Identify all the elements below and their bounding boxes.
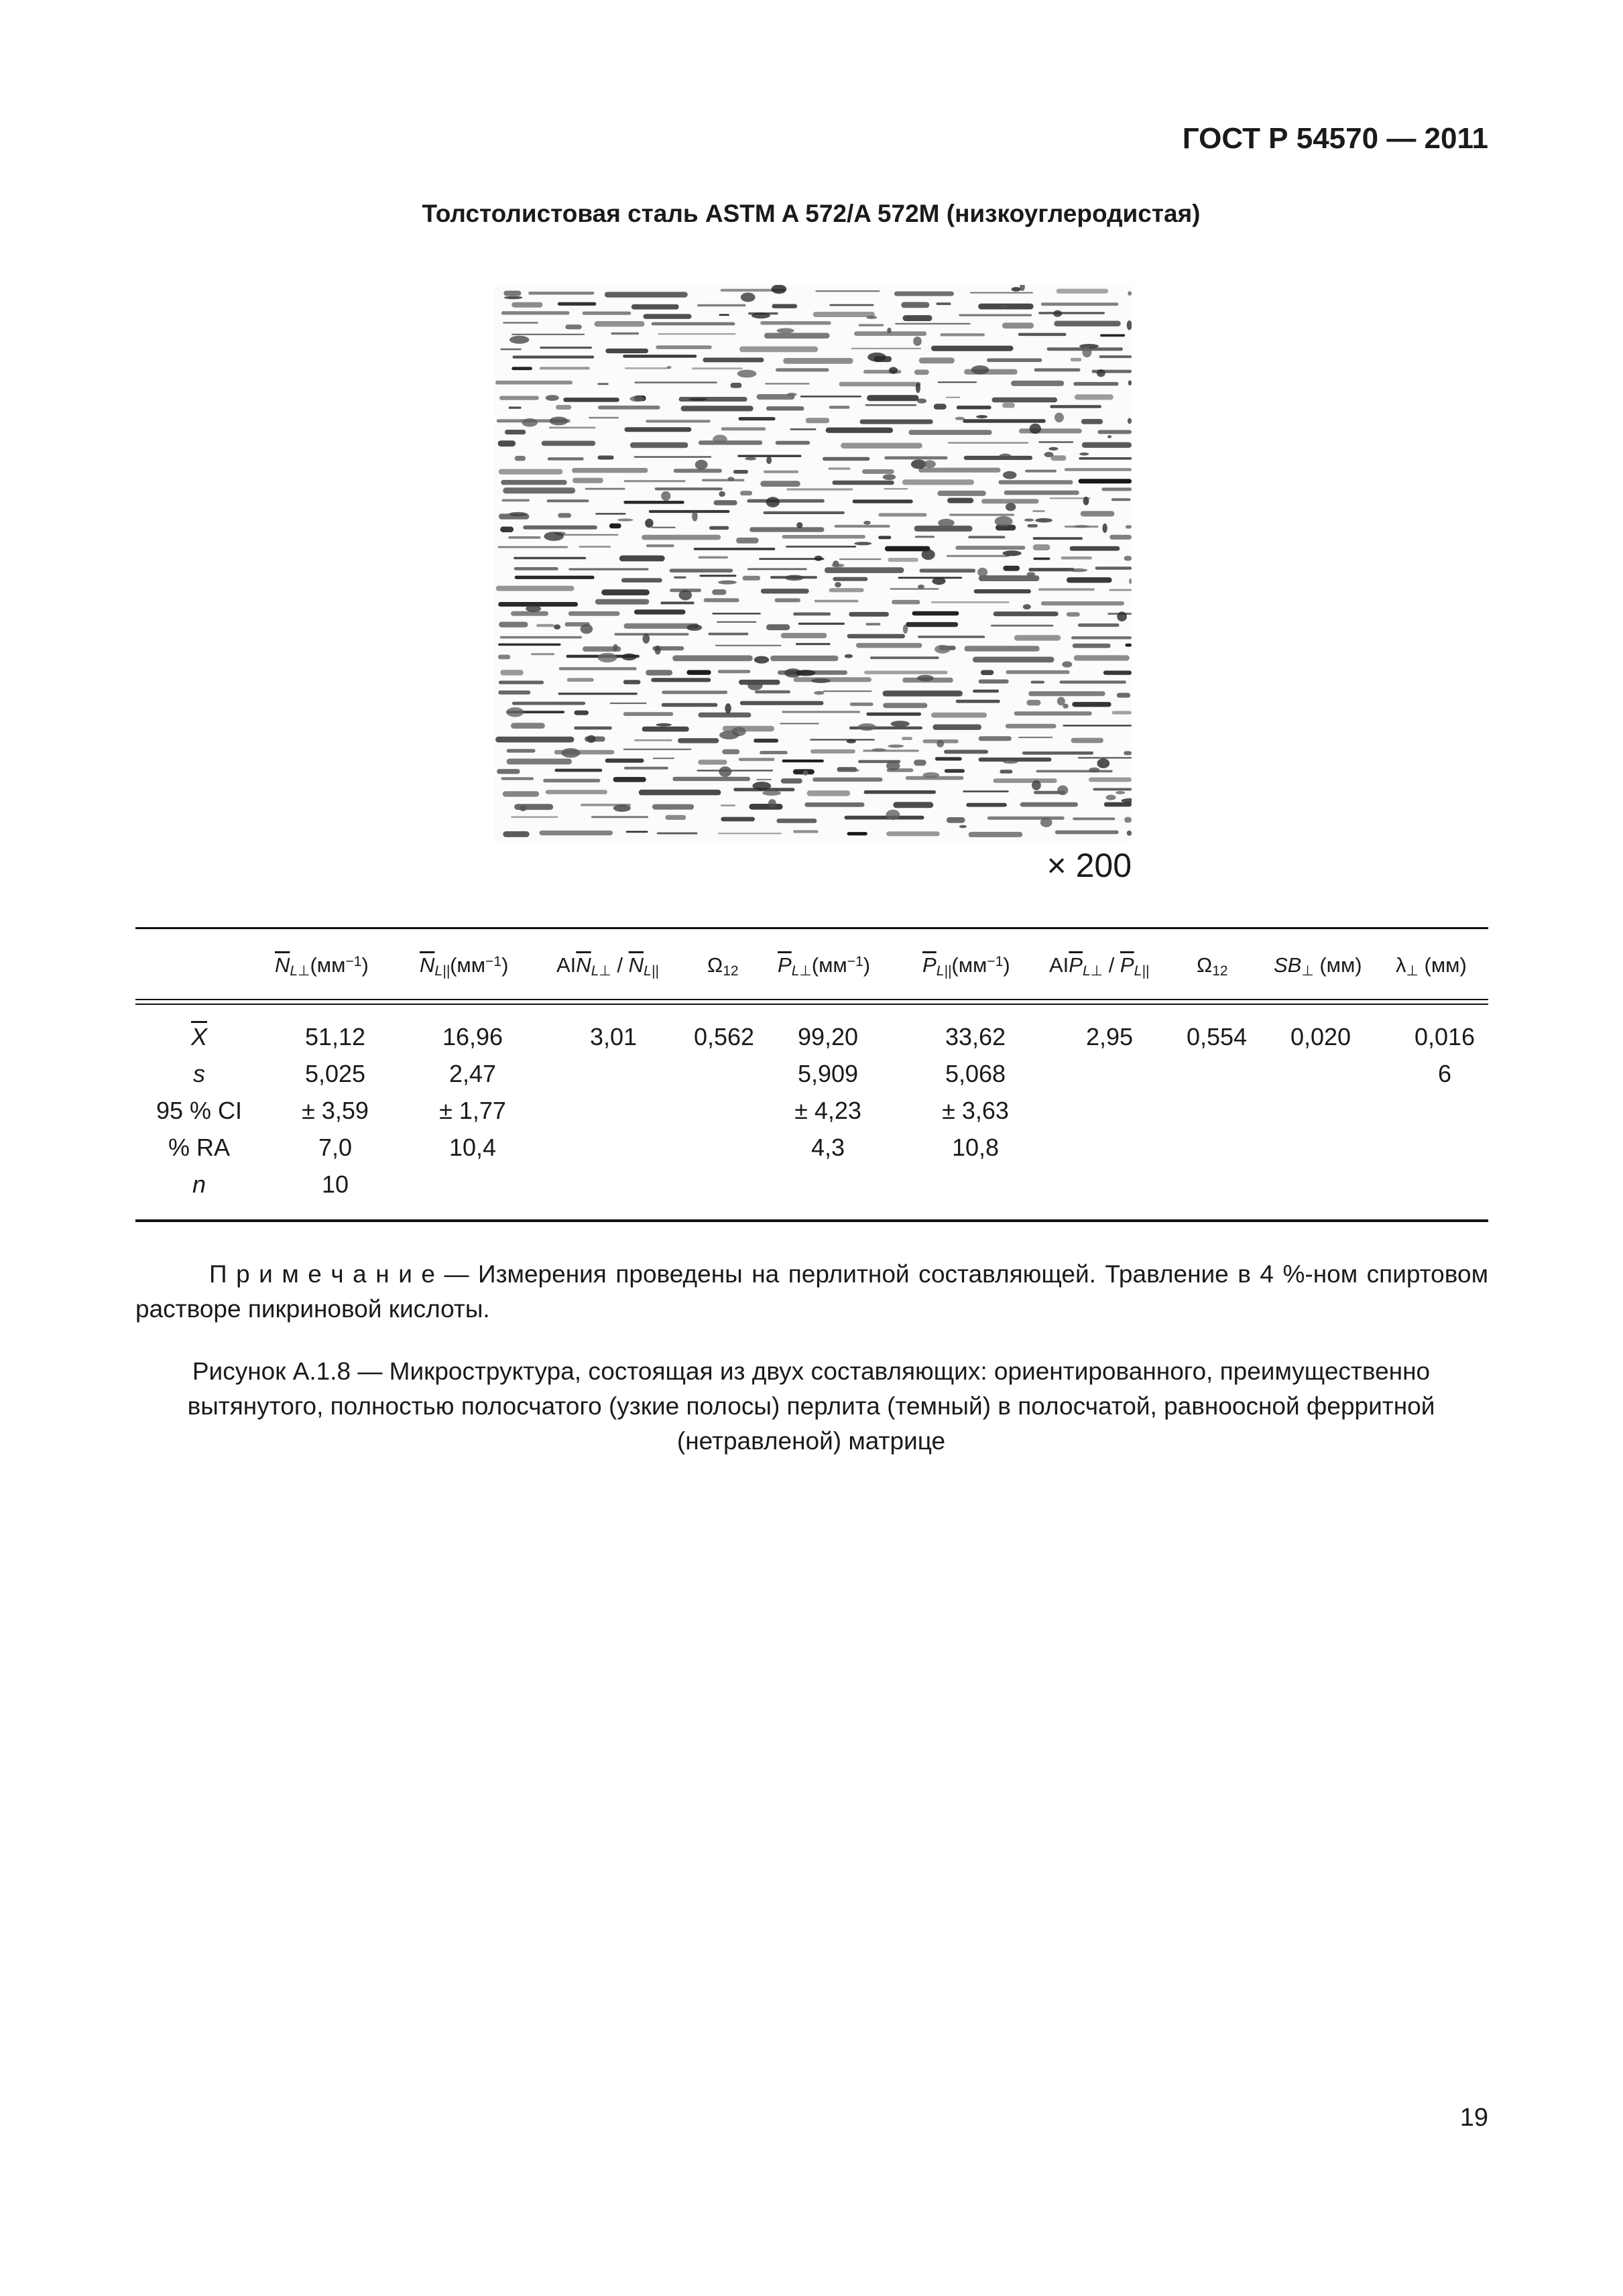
header-n-par: $\overline{N}L||(мм^{-1})$	[420, 953, 509, 979]
header-omega-b: Ω12	[1197, 953, 1228, 979]
cell-p-par-std: 5,068	[945, 1060, 1006, 1087]
figure-caption: Рисунок А.1.8 — Микроструктура, состоящая из двух составляющих: ориентированного, преимущественно вытянутого, полностью полосчатого (узкие полосы) перлита (темный) в полосчатой, равноосной ферритной (нетравленой) матрице	[187, 1357, 1435, 1455]
cell-n-par-ra: 10,4	[448, 1134, 497, 1161]
note-lead: П р и м е ч а н и е —	[209, 1260, 469, 1288]
micrograph-image	[495, 285, 1132, 841]
cell-omega-a-mean: 0,562	[693, 1023, 755, 1050]
cell-n-perp-ci: ± 3,59	[302, 1097, 369, 1124]
row-label-mean: $\overline{X}$	[190, 1023, 207, 1050]
cell-n-perp-mean: 51,12	[304, 1023, 366, 1050]
cell-p-perp-mean: 99,20	[797, 1023, 859, 1050]
header-ai-p: $AI\overline{P}L\perp / \overline{P}L||$	[1049, 953, 1150, 979]
document-code: ГОСТ Р 54570 — 2011	[1182, 122, 1488, 155]
cell-n-par-std: 2,47	[448, 1060, 497, 1087]
cell-ai-n-mean: 3,01	[589, 1023, 638, 1050]
cell-p-par-mean: 33,62	[945, 1023, 1006, 1050]
cell-p-perp-std: 5,909	[797, 1060, 859, 1087]
table-top-rule	[135, 927, 1488, 929]
cell-n-par-ci: ± 1,77	[439, 1097, 506, 1124]
cell-lambda-mean: 0,016	[1414, 1023, 1476, 1050]
row-label-ra: % RA	[168, 1134, 231, 1161]
table-note	[135, 1257, 1488, 1327]
cell-p-perp-ci: ± 4,23	[794, 1097, 861, 1124]
cell-p-par-ra: 10,8	[951, 1134, 1000, 1161]
row-label-n: n	[192, 1170, 206, 1198]
table-header-rule-1	[135, 999, 1488, 1000]
header-p-par: $\overline{P}L||(мм^{-1})$	[922, 953, 1010, 979]
cell-n-perp-std: 5,025	[304, 1060, 366, 1087]
cell-sb-mean: 0,020	[1290, 1023, 1351, 1050]
cell-lambda-mean-cont: 6	[1437, 1060, 1452, 1087]
table-bottom-rule	[135, 1219, 1488, 1222]
header-omega-a: Ω12	[707, 953, 739, 979]
header-sb: SB⊥ (мм)	[1274, 953, 1362, 979]
header-n-perp: $\overline{N}L\perp(мм^{-1})$	[275, 953, 369, 979]
header-p-perp: $\overline{P}L\perp(мм^{-1})$	[778, 953, 871, 979]
cell-n-par-mean: 16,96	[442, 1023, 503, 1050]
cell-omega-b-mean: 0,554	[1186, 1023, 1248, 1050]
cell-p-par-ci: ± 3,63	[942, 1097, 1009, 1124]
magnification-label: × 200	[1046, 847, 1132, 884]
row-label-ci: 95 % CI	[156, 1097, 243, 1124]
note-text: Измерения проведены на перлитной составляющей. Травление в 4 %-ном спиртовом растворе пикриновой кислоты.	[135, 1260, 1489, 1323]
cell-n-perp-n: 10	[321, 1170, 349, 1198]
header-ai-n: $AI\overline{N}L\perp / \overline{N}L||$	[556, 953, 659, 979]
row-label-std: s	[193, 1060, 205, 1087]
cell-ai-p-mean: 2,95	[1085, 1023, 1134, 1050]
cell-n-perp-ra: 7,0	[318, 1134, 353, 1161]
table-header-rule-2	[135, 1004, 1488, 1005]
page-number: 19	[1459, 2104, 1488, 2132]
cell-p-perp-ra: 4,3	[810, 1134, 845, 1161]
header-lambda: λ⊥ (мм)	[1396, 953, 1467, 979]
figure-title: Толстолистовая сталь ASTM A 572/A 572M (низкоуглеродистая)	[422, 200, 1201, 227]
